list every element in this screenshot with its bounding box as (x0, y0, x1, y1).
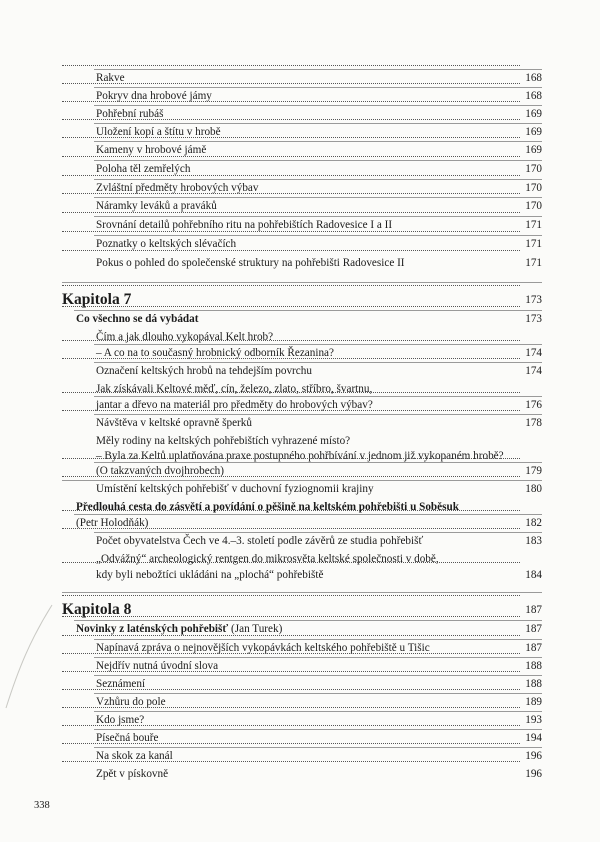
toc-entry-page: 169 (520, 142, 542, 159)
toc-entry-page: 179 (520, 463, 542, 480)
toc-entry-title: Pohřební rubáš (96, 106, 166, 123)
toc-entry-page: 170 (520, 161, 542, 178)
toc-entry-page: 184 (520, 567, 542, 584)
toc-entry-title: Označení keltských hrobů na tehdejším povrchu (96, 363, 315, 380)
toc-entry-title: Kdo jsme? (96, 712, 147, 729)
margin-pencil-mark (0, 600, 60, 710)
toc-entry-title: Rakve (96, 70, 128, 87)
divider (62, 592, 542, 593)
toc-entry-page: 183 (520, 533, 542, 550)
toc-entry-page: 189 (520, 694, 542, 711)
toc-entry-title: Vzhůru do pole (96, 694, 169, 711)
toc-entry-title: Uložení kopí a štítu v hrobě (96, 124, 224, 141)
toc-entry-page: 193 (520, 712, 542, 729)
toc-entry-page: 168 (520, 88, 542, 105)
section-title-line[interactable]: Předlouhá cesta do zásvětí a povídání o pěšině na keltském pohřebišti u Soběsuk (76, 501, 459, 513)
toc-entry-line[interactable]: Měly rodiny na keltských pohřebištích vyhrazené místo? (96, 435, 351, 447)
toc-entry-page: 188 (520, 658, 542, 675)
toc-entry-page: 171 (520, 217, 542, 234)
toc-entry-page: 196 (520, 766, 542, 783)
toc-entry-page: 187 (520, 640, 542, 657)
divider (62, 282, 542, 283)
toc-entry-title: Nejdřív nutná úvodní slova (96, 658, 221, 675)
toc-entry-title: kdy byli nebožtíci ukládáni na „plochá“ pohřebiště (96, 567, 326, 584)
toc-entry-page: 196 (520, 748, 542, 765)
toc-entry-title: Pokus o pohled do společenské struktury na pohřebišti Radovesice II (96, 255, 408, 272)
toc-entry-title: Napínavá zpráva o nejnovějších vykopávkách keltského pohřebiště u Tišic (96, 640, 433, 657)
chapter-8-page: 187 (520, 600, 542, 620)
section-title: Co všechno se dá vybádat (76, 311, 201, 328)
toc-entry-page: 169 (520, 124, 542, 141)
toc-entry-title: Počet obyvatelstva Čech ve 4.–3. století podle závěrů ze studia pohřebišť (96, 533, 426, 550)
toc-entry-page: 171 (520, 236, 542, 253)
section-page: 187 (520, 621, 542, 638)
toc-entry-page: 170 (520, 198, 542, 215)
toc-entry-title: Zvláštní předměty hrobových výbav (96, 180, 262, 197)
toc-entry-line[interactable]: Čím a jak dlouho vykopával Kelt hrob? (96, 331, 274, 343)
toc-entry-page: 180 (520, 481, 542, 498)
toc-entry-page: 174 (520, 345, 542, 362)
toc-entry-title: Náramky leváků a praváků (96, 198, 220, 215)
toc-entry-title: Seznámení (96, 676, 148, 693)
toc-entry-title: Písečná bouře (96, 730, 161, 747)
chapter-7-title: Kapitola 7 (62, 290, 134, 310)
section-title: Novinky z laténských pohřebišť (76, 623, 229, 635)
section-page: 173 (520, 311, 542, 328)
section-page: 182 (520, 515, 542, 532)
toc-entry-title: Zpět v pískovně (96, 766, 171, 783)
toc-entry-title: Srovnání detailů pohřebního ritu na pohřebištích Radovesice I a II (96, 217, 395, 234)
toc-entry-title: Kameny v hrobové jámě (96, 142, 209, 159)
toc-entry-page: 174 (520, 363, 542, 380)
section-author: (Jan Turek) (231, 623, 283, 635)
toc-entry-title: Poznatky o keltských slévačích (96, 236, 239, 253)
toc-entry-title: jantar a dřevo na materiál pro předměty do hrobových výbav? (96, 397, 376, 414)
toc-entry-title: Umístění keltských pohřebišť v duchovní fyziognomii krajiny (96, 481, 377, 498)
chapter-7-page: 173 (520, 290, 542, 310)
toc-entry-title: (O takzvaných dvojhrobech) (96, 463, 227, 480)
toc-entry-page: 170 (520, 180, 542, 197)
toc-entry-page: 168 (520, 70, 542, 87)
page-number: 338 (34, 800, 50, 811)
section-author: (Petr Holodňák) (76, 515, 151, 532)
chapter-8-title: Kapitola 8 (62, 600, 134, 620)
toc-entry-page: 188 (520, 676, 542, 693)
toc-entry-page: 171 (520, 255, 542, 272)
toc-entry-line[interactable]: „Odvážný“ archeologický rentgen do mikrosvěta keltské společnosti v době, (96, 553, 439, 565)
toc-entry-line[interactable]: – Byla za Keltů uplatňována praxe postupného pohřbívání v jednom již vykopaném hrobě? (96, 450, 504, 462)
toc-entry-title: Poloha těl zemřelých (96, 161, 193, 178)
toc-entry-title: Na skok za kanál (96, 748, 176, 765)
toc-entry-page: 169 (520, 106, 542, 123)
toc-entry-title: – A co na to současný hrobnický odborník Řezanina? (96, 345, 337, 362)
toc-entry-title: Pokryv dna hrobové jámy (96, 88, 215, 105)
toc-entry-line[interactable]: Jak získávali Keltové měď, cín, železo, zlato, stříbro, švartnu, (96, 383, 373, 395)
toc-entry-title: Návštěva v keltské opravně šperků (96, 415, 255, 432)
toc-entry-page: 176 (520, 397, 542, 414)
toc-entry-page: 178 (520, 415, 542, 432)
toc-entry-page: 194 (520, 730, 542, 747)
